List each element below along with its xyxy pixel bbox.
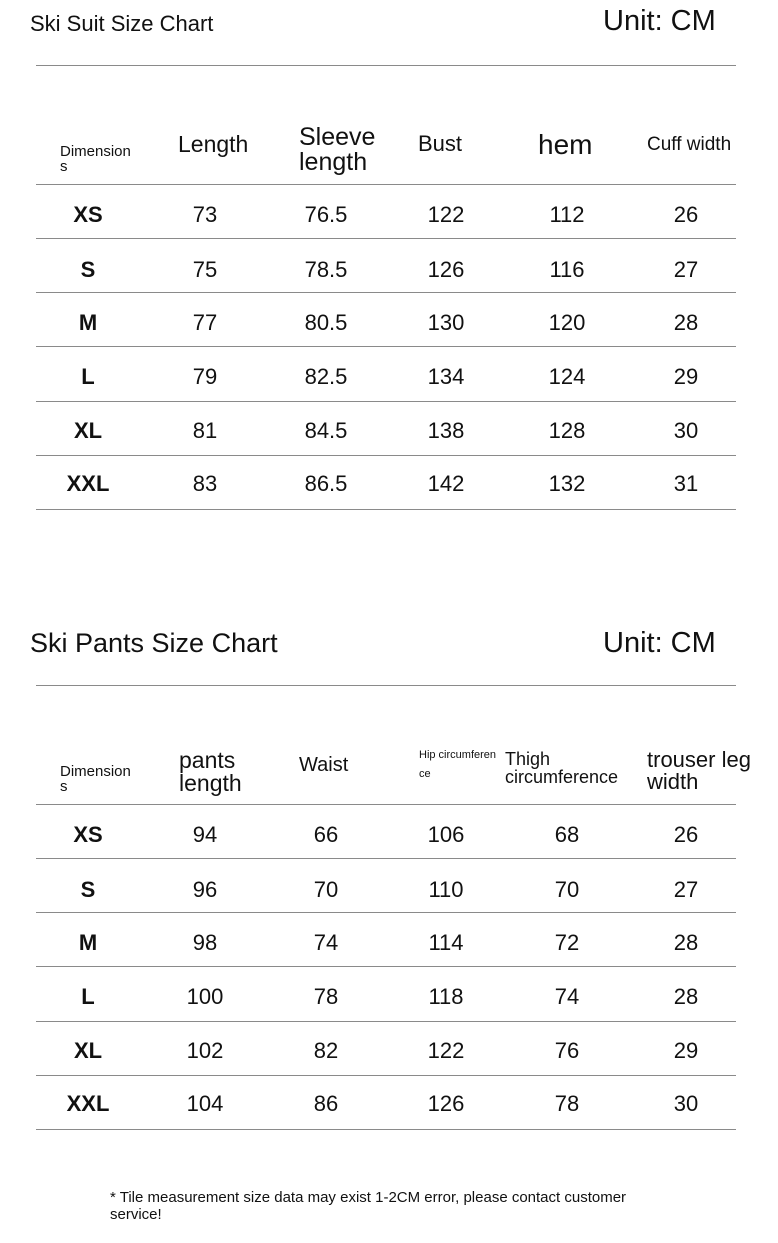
measurement-note: * Tile measurement size data may exist 1-2CM error, please contact customer service!: [110, 1189, 627, 1223]
cuff-width-value: 31: [673, 471, 699, 496]
sleeve-length-value: 86.5: [304, 471, 348, 496]
length-header: Length: [178, 131, 249, 157]
suit-unit-label: Unit: CM: [603, 5, 716, 37]
hip-circumference-value: 122: [427, 1038, 465, 1063]
header-divider: [36, 184, 736, 185]
pants-chart-title: Ski Pants Size Chart: [30, 628, 278, 658]
bust-value: 126: [427, 257, 465, 282]
row-divider: [36, 966, 736, 967]
hip-circumference-value: 110: [428, 877, 464, 902]
size-label: XS: [73, 202, 103, 227]
size-label: S: [80, 257, 96, 282]
hem-value: 116: [549, 257, 585, 282]
waist-value: 74: [313, 930, 339, 955]
length-value: 77: [192, 310, 218, 335]
trouser-leg-width-value: 27: [673, 877, 699, 902]
bust-value: 142: [427, 471, 465, 496]
size-label: S: [80, 877, 96, 902]
trouser-leg-width-value: 28: [673, 984, 699, 1009]
hem-value: 112: [549, 202, 585, 227]
length-value: 75: [192, 257, 218, 282]
row-divider: [36, 1021, 736, 1022]
size-label: M: [78, 930, 98, 955]
sleeve-length-value: 78.5: [304, 257, 348, 282]
row-divider: [36, 455, 736, 456]
sleeve-length-value: 84.5: [304, 418, 348, 443]
row-divider: [36, 292, 736, 293]
sleeve-length-value: 80.5: [304, 310, 348, 335]
row-divider: [36, 346, 736, 347]
length-value: 73: [192, 202, 218, 227]
sleeve-length-value: 76.5: [304, 202, 348, 227]
hip-circumference-value: 114: [428, 930, 464, 955]
waist-value: 82: [313, 1038, 339, 1063]
dimensions-header: Dimensions: [60, 763, 131, 795]
waist-value: 70: [313, 877, 339, 902]
row-divider: [36, 401, 736, 402]
thigh-circumference-value: 74: [554, 984, 580, 1009]
size-label: L: [81, 984, 95, 1009]
hem-value: 124: [548, 364, 586, 389]
hip-circumference-header: Hip circumference: [419, 749, 497, 781]
size-label: M: [78, 310, 98, 335]
bust-value: 138: [427, 418, 465, 443]
bust-value: 134: [427, 364, 465, 389]
waist-value: 66: [313, 822, 339, 847]
waist-value: 78: [313, 984, 339, 1009]
suit-chart-title: Ski Suit Size Chart: [30, 11, 214, 36]
trouser-leg-width-value: 30: [673, 1091, 699, 1116]
bust-value: 122: [427, 202, 465, 227]
size-label: XXL: [66, 1091, 110, 1116]
row-divider: [36, 1075, 736, 1076]
cuff-width-value: 30: [673, 418, 699, 443]
row-divider: [36, 1129, 736, 1130]
pants-length-value: 96: [192, 877, 218, 902]
thigh-circumference-value: 70: [554, 877, 580, 902]
length-value: 79: [192, 364, 218, 389]
pants-length-value: 98: [192, 930, 218, 955]
size-label: XS: [73, 822, 103, 847]
header-divider: [36, 804, 736, 805]
sleeve-length-header: Sleeve length: [299, 123, 376, 176]
size-label: XL: [73, 1038, 103, 1063]
hip-circumference-value: 118: [428, 984, 464, 1009]
size-label: L: [81, 364, 95, 389]
pants-length-header: pants length: [179, 747, 242, 796]
divider: [36, 685, 736, 686]
thigh-circumference-value: 72: [554, 930, 580, 955]
hip-circumference-value: 106: [427, 822, 465, 847]
pants-length-value: 104: [186, 1091, 224, 1116]
cuff-width-value: 29: [673, 364, 699, 389]
length-value: 83: [192, 471, 218, 496]
trouser-leg-width-value: 29: [673, 1038, 699, 1063]
size-label: XXL: [66, 471, 110, 496]
size-label: XL: [73, 418, 103, 443]
hem-header: hem: [538, 129, 593, 160]
hem-value: 128: [548, 418, 586, 443]
row-divider: [36, 858, 736, 859]
cuff-width-value: 27: [673, 257, 699, 282]
hem-value: 132: [548, 471, 586, 496]
length-value: 81: [192, 418, 218, 443]
cuff-width-value: 26: [673, 202, 699, 227]
trouser-leg-width-value: 28: [673, 930, 699, 955]
thigh-circumference-value: 78: [554, 1091, 580, 1116]
thigh-circumference-header: Thigh circumference: [505, 749, 619, 787]
hem-value: 120: [548, 310, 586, 335]
pants-length-value: 100: [186, 984, 224, 1009]
row-divider: [36, 912, 736, 913]
bust-header: Bust: [418, 131, 463, 156]
row-divider: [36, 509, 736, 510]
bust-value: 130: [427, 310, 465, 335]
trouser-leg-width-value: 26: [673, 822, 699, 847]
pants-unit-label: Unit: CM: [603, 627, 716, 659]
cuff-width-header: Cuff width: [647, 134, 732, 155]
waist-header: Waist: [299, 754, 349, 776]
waist-value: 86: [313, 1091, 339, 1116]
row-divider: [36, 238, 736, 239]
thigh-circumference-value: 76: [554, 1038, 580, 1063]
trouser-leg-width-header: trouser leg width: [647, 747, 751, 794]
cuff-width-value: 28: [673, 310, 699, 335]
divider: [36, 65, 736, 66]
thigh-circumference-value: 68: [554, 822, 580, 847]
pants-length-value: 102: [186, 1038, 224, 1063]
dimensions-header: Dimensions: [60, 143, 131, 175]
sleeve-length-value: 82.5: [304, 364, 348, 389]
pants-length-value: 94: [192, 822, 218, 847]
hip-circumference-value: 126: [427, 1091, 465, 1116]
